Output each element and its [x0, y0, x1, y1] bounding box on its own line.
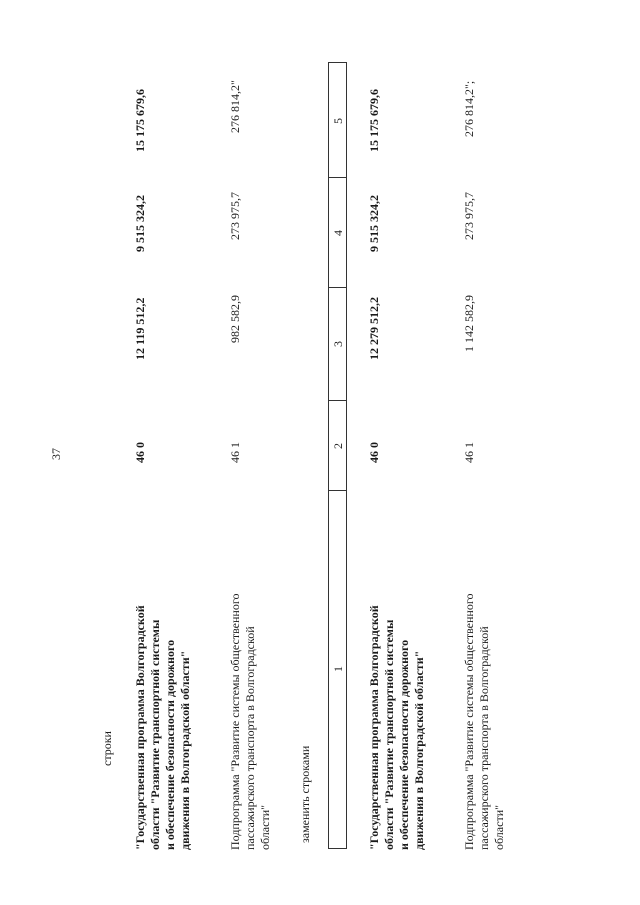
intro-label: строки — [100, 731, 114, 766]
header-divider-3 — [328, 287, 347, 288]
new-row-subprogram-name-line-3: области" — [492, 804, 506, 850]
new-row-program-name-line-2: области "Развитие транспортной системы — [382, 619, 396, 850]
new-row-program-name-line-4: движения в Волгоградской области" — [412, 650, 426, 850]
header-col-1: 1 — [331, 666, 345, 672]
new-row-program-col3: 12 279 512,2 — [367, 297, 381, 360]
old-row-subprogram-col5: 276 814,2" — [228, 80, 242, 133]
new-row-subprogram-name-line-2: пассажирского транспорта в Волгоградской — [477, 626, 491, 850]
header-col-3: 3 — [331, 341, 345, 347]
header-border-bottom — [328, 848, 347, 849]
old-row-subprogram-code: 46 1 — [228, 442, 242, 463]
new-row-program-code: 46 0 — [367, 442, 381, 463]
new-row-subprogram-col4: 273 975,7 — [462, 192, 476, 240]
new-row-subprogram-col3: 1 142 582,9 — [462, 295, 476, 352]
old-row-subprogram-name-line-1: Подпрограмма "Развитие системы общественного — [228, 593, 242, 850]
new-row-subprogram-name-line-1: Подпрограмма "Развитие системы общественного — [462, 593, 476, 850]
old-row-program-col5: 15 175 679,6 — [133, 89, 147, 152]
page-number: 37 — [49, 448, 63, 460]
header-border-top — [328, 62, 347, 63]
old-row-subprogram-name-line-3: области" — [258, 804, 272, 850]
old-row-program-name-line-4: движения в Волгоградской области" — [178, 650, 192, 850]
header-col-4: 4 — [331, 230, 345, 236]
new-row-program-name-line-1: "Государственная программа Волгоградской — [367, 605, 381, 850]
header-col-2: 2 — [331, 443, 345, 449]
header-divider-1 — [328, 490, 347, 491]
header-divider-2 — [328, 400, 347, 401]
old-row-program-col4: 9 515 324,2 — [133, 195, 147, 252]
new-row-program-name-line-3: и обеспечение безопасности дорожного — [397, 639, 411, 850]
old-row-program-name-line-3: и обеспечение безопасности дорожного — [163, 639, 177, 850]
new-row-subprogram-code: 46 1 — [462, 442, 476, 463]
replace-label: заменить строками — [298, 745, 312, 843]
old-row-subprogram-col4: 273 975,7 — [228, 192, 242, 240]
header-border-right — [346, 62, 347, 849]
header-divider-4 — [328, 177, 347, 178]
old-row-program-col3: 12 119 512,2 — [133, 297, 147, 360]
old-row-subprogram-name-line-2: пассажирского транспорта в Волгоградской — [243, 626, 257, 850]
old-row-program-name-line-1: "Государственная программа Волгоградской — [133, 605, 147, 850]
header-border-left — [328, 62, 329, 849]
old-row-program-code: 46 0 — [133, 442, 147, 463]
header-col-5: 5 — [331, 118, 345, 124]
old-row-program-name-line-2: области "Развитие транспортной системы — [148, 619, 162, 850]
new-row-program-col4: 9 515 324,2 — [367, 195, 381, 252]
new-row-subprogram-col5: 276 814,2"; — [462, 80, 476, 137]
old-row-subprogram-col3: 982 582,9 — [228, 295, 242, 343]
new-row-program-col5: 15 175 679,6 — [367, 89, 381, 152]
